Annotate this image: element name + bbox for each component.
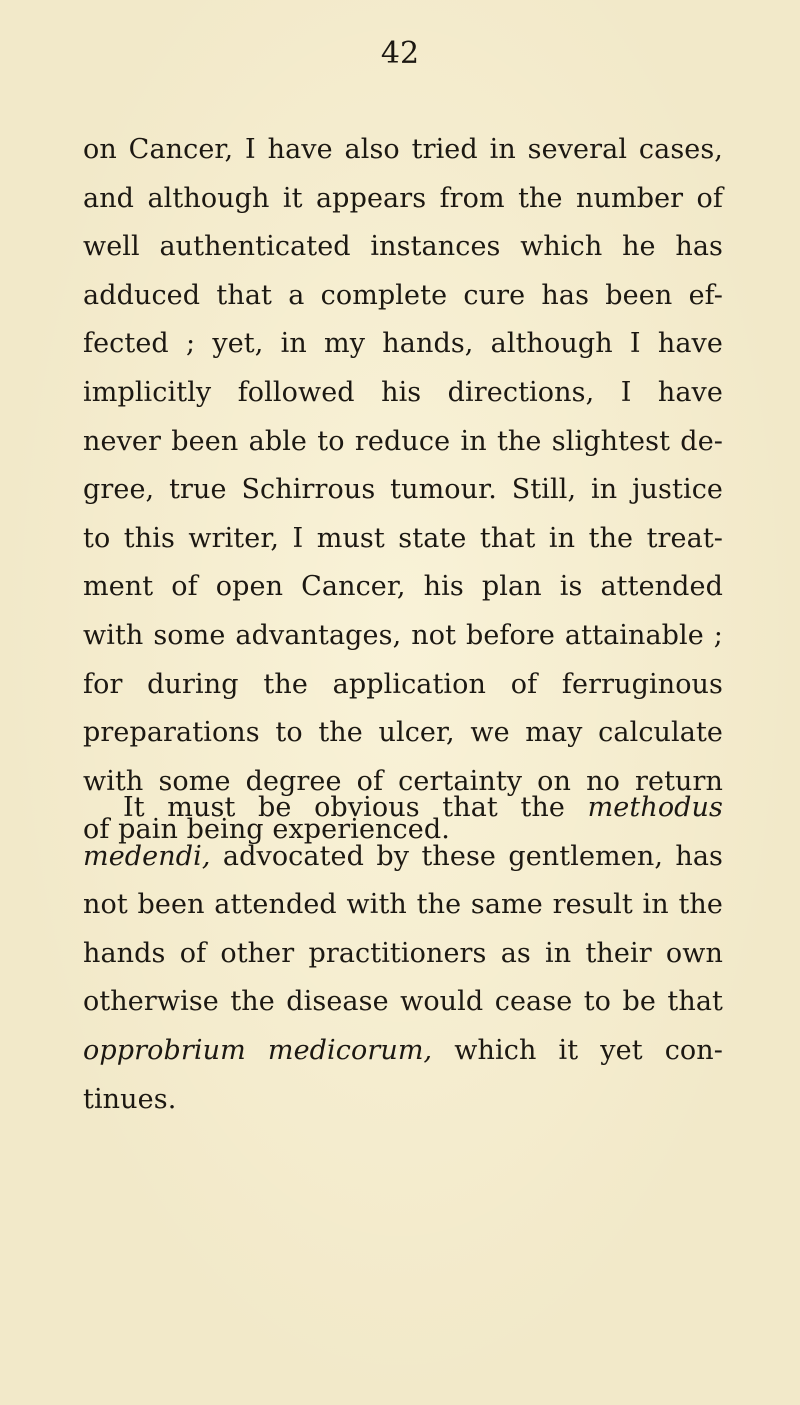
text-line: and although it appears from the number of xyxy=(83,182,723,214)
text-line xyxy=(83,1027,723,1076)
text-run: advocated by these gentlemen, has xyxy=(210,840,723,872)
text-line: preparations to the ulcer, we may calculate xyxy=(83,717,723,749)
paragraph-1 xyxy=(83,126,723,855)
text-line: never been able to reduce in the slightest de- xyxy=(83,425,723,457)
text-line: with some degree of certainty on no return xyxy=(83,765,723,797)
text-line: otherwise the disease would cease to be that xyxy=(83,986,723,1018)
text-line xyxy=(83,784,723,833)
paragraph-2 xyxy=(83,784,723,1124)
text-line: on Cancer, I have also tried in several cases, xyxy=(83,134,723,165)
text-run: It must be obvious that the xyxy=(123,792,588,823)
text-line: not been attended with the same result in the xyxy=(83,889,723,921)
text-line: with some advantages, not before attainable ; xyxy=(83,619,723,651)
text-line: fected ; yet, in my hands, although I have xyxy=(83,328,723,360)
text-line: gree, true Schirrous tumour. Still, in justice xyxy=(83,474,723,506)
text-line: tinues. xyxy=(83,1083,177,1115)
text-line: well authenticated instances which he has xyxy=(83,231,723,263)
text-line: to this writer, I must state that in the treat- xyxy=(83,522,723,554)
text-line: of pain being experienced. xyxy=(83,814,450,846)
text-line: hands of other practitioners as in their own xyxy=(83,937,723,969)
text-run: which it yet con- xyxy=(432,1034,724,1066)
page-number: 42 xyxy=(380,36,420,71)
text-line xyxy=(83,833,723,882)
text-line: implicitly followed his directions, I have xyxy=(83,376,723,408)
italic-term: medendi, xyxy=(83,840,211,872)
text-line: for during the application of ferruginous xyxy=(83,668,723,700)
text-line: ment of open Cancer, his plan is attended xyxy=(83,571,723,603)
italic-term: methodus xyxy=(587,792,723,823)
italic-term: opprobrium medicorum, xyxy=(83,1034,433,1066)
text-line: adduced that a complete cure has been ef- xyxy=(83,279,723,311)
